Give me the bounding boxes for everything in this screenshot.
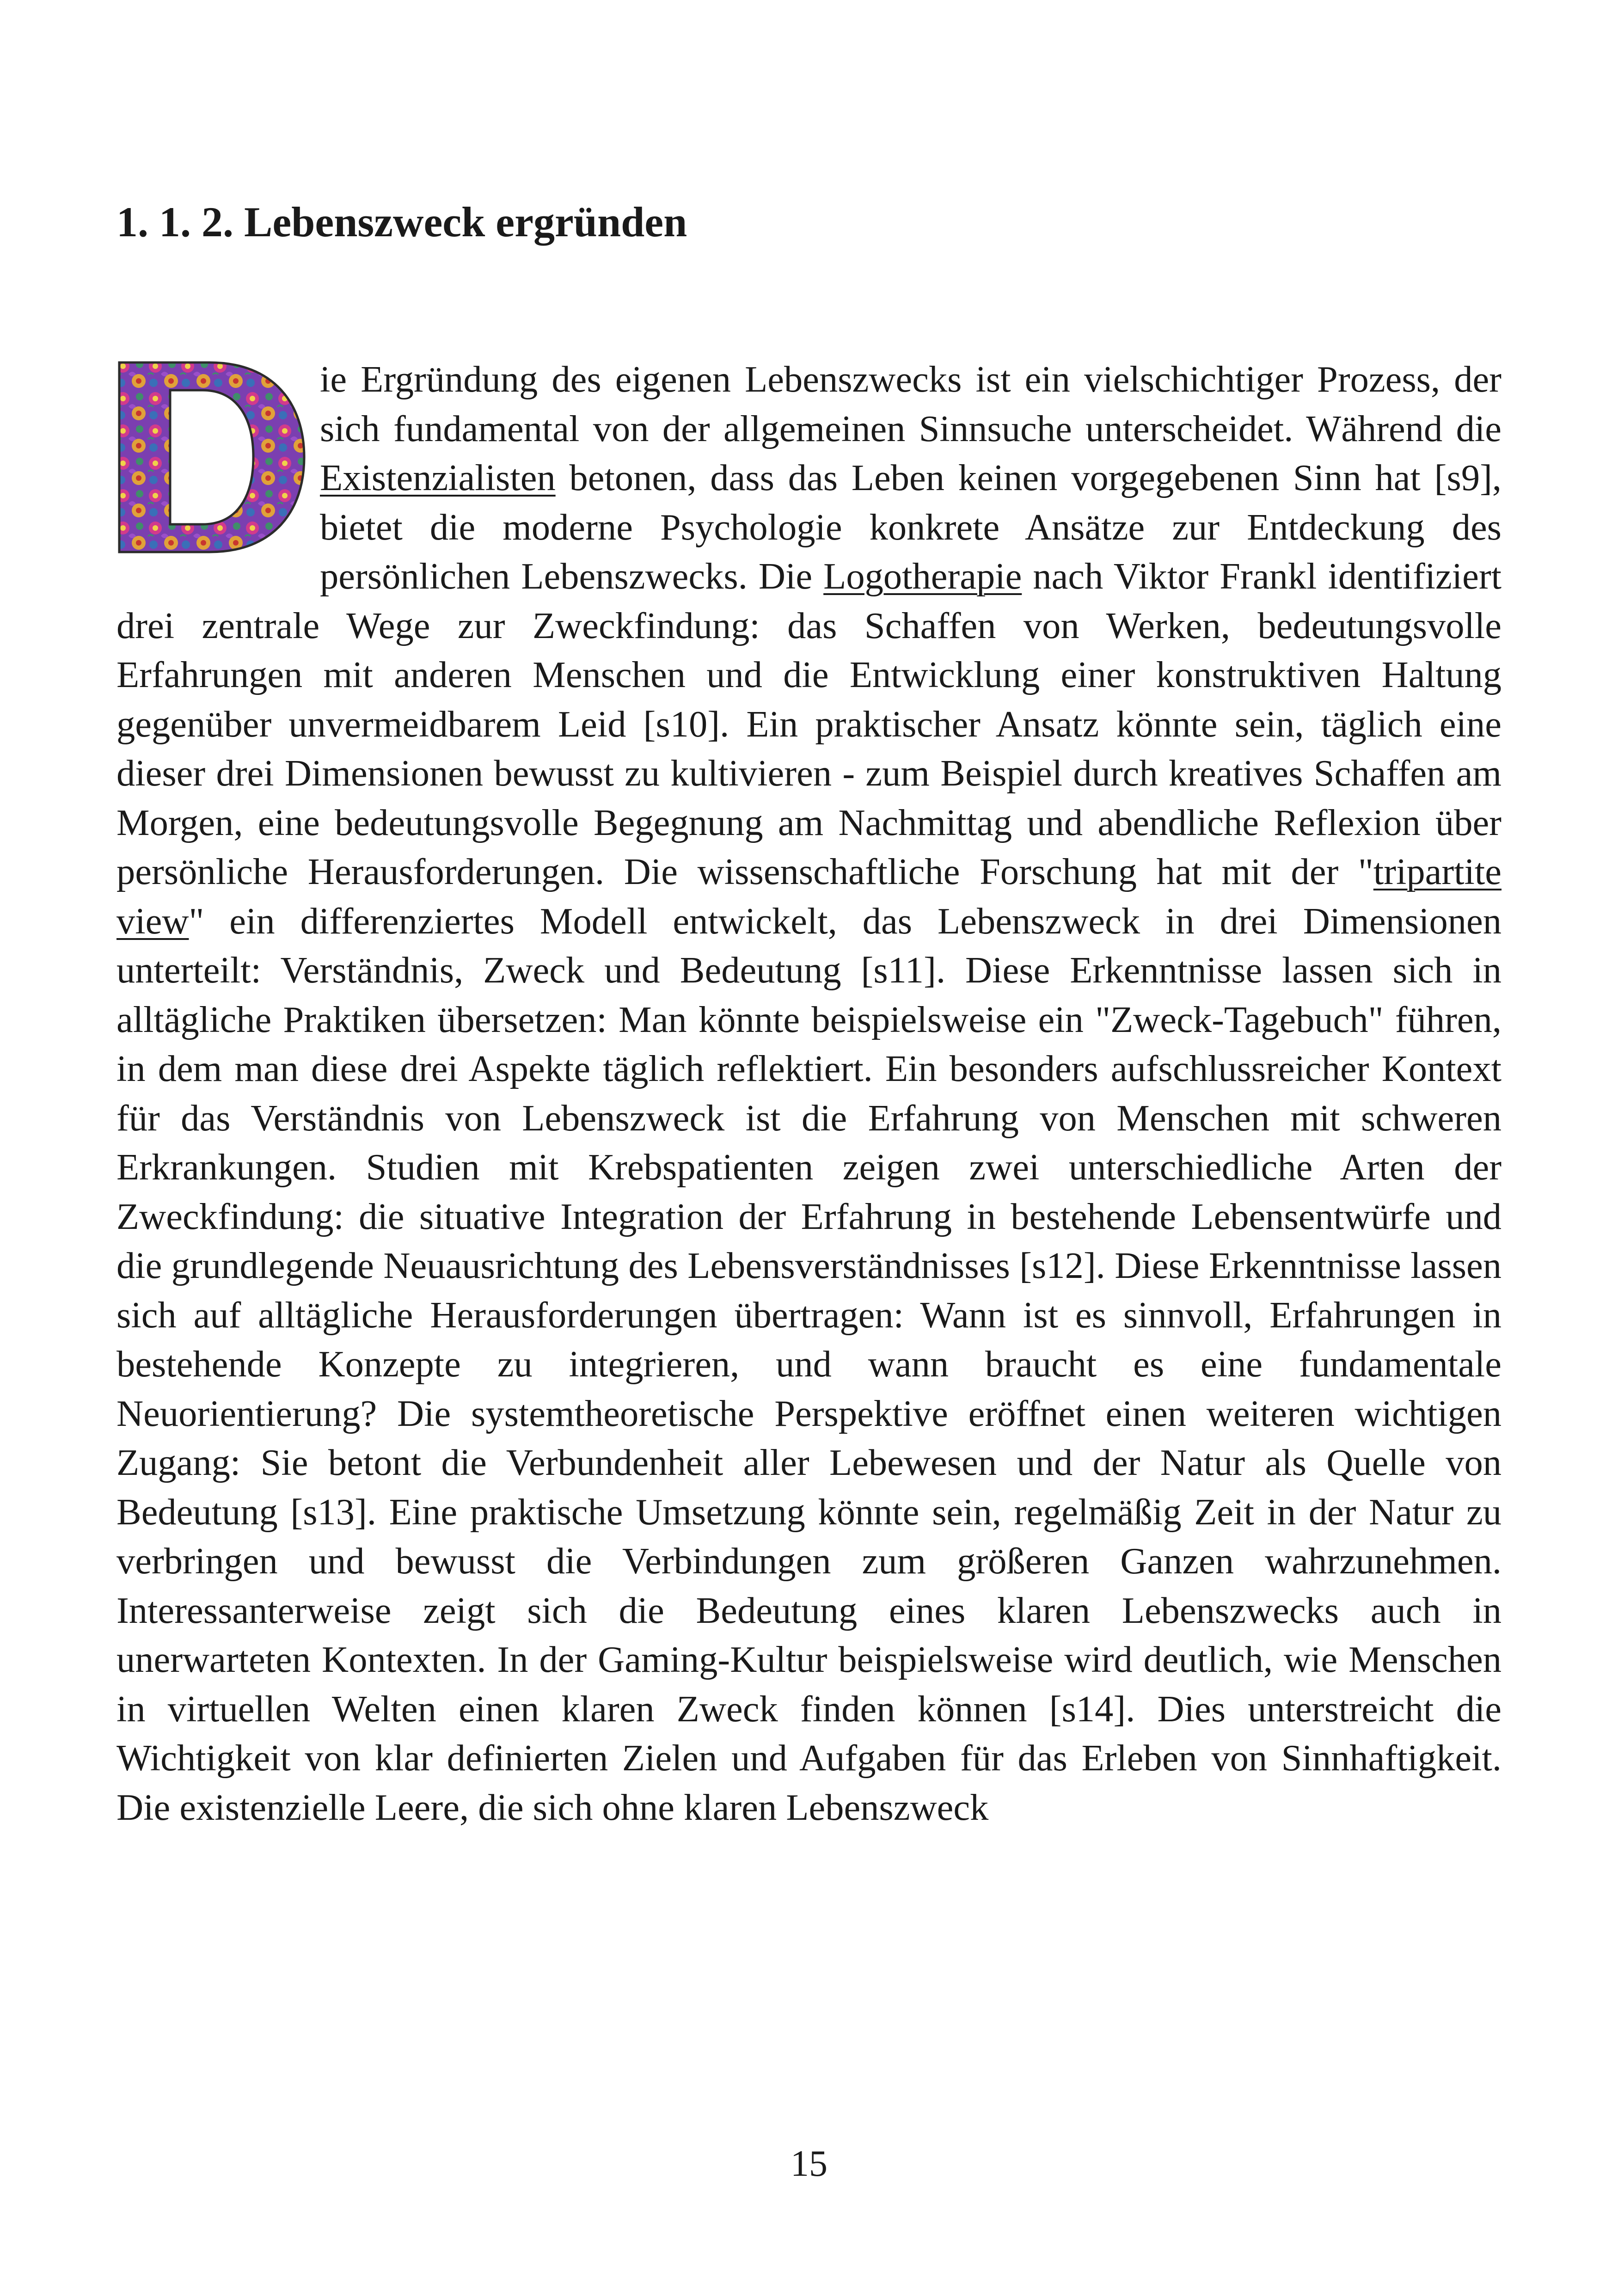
ornamental-letter-d-icon (115, 358, 309, 557)
section-heading: 1. 1. 2. Lebenszweck ergründen (116, 198, 687, 246)
paragraph-text: betonen, dass das Leben keinen vorgegebenen Sinn hat [s9], bietet die moderne Psychologie konkrete Ansätze zur Entdeckung des persönlichen Lebenszwecks. Die (320, 457, 1502, 597)
inline-link[interactable]: Logotherapie (823, 556, 1022, 597)
body-paragraph (116, 355, 1502, 1832)
page-number: 15 (791, 2143, 827, 2184)
paragraph-text: nach Viktor Frankl identifiziert drei zentrale Wege zur Zweckfindung: das Schaffen von Werken, bedeutungsvolle Erfahrungen mit anderen Menschen und die Entwicklung einer konstruktiven Haltung gegenüber unvermeidbarem Leid [s10]. Ein praktischer Ansatz könnte sein, täglich eine dieser drei Dimensionen bewusst zu kultivieren - zum Beispiel durch kreatives Schaffen am Morgen, eine bedeutungsvolle Begegnung am Nachmittag und abendliche Reflexion über persönliche Herausforderungen. Die wissenschaftliche Forschung hat mit der " (116, 556, 1502, 892)
inline-link[interactable]: tripartite view (116, 851, 1502, 942)
inline-link[interactable]: Existenzialisten (320, 457, 556, 498)
paragraph-text: ie Ergründung des eigenen Lebenszwecks ist ein vielschichtiger Prozess, der sich fundamental von der allgemeinen Sinnsuche unterscheidet. Während die (320, 359, 1502, 449)
paragraph-text: " ein differenziertes Modell entwickelt, das Lebenszweck in drei Dimensionen unterteilt: Verständnis, Zweck und Bedeutung [s11]. Diese Erkenntnisse lassen sich in alltägliche Praktiken übersetzen: Man könnte beispielsweise ein "Zweck-Tagebuch" führen, in dem man diese drei Aspekte täglich reflektiert. Ein besonders aufschlussreicher Kontext für das Verständnis von Lebenszweck ist die Erfahrung von Menschen mit schweren Erkrankungen. Studien mit Krebspatienten zeigen zwei unterschiedliche Arten der Zweckfindung: die situative Integration der Erfahrung in bestehende Lebensentwürfe und die grundlegende Neuausrichtung des Lebensverständnisses [s12]. Diese Erkenntnisse lassen sich auf alltägliche Herausforderungen übertragen: Wann ist es sinnvoll, Erfahrungen in bestehende Konzepte zu integrieren, und wann braucht es eine fundamentale Neuorientierung? Die systemtheoretische Perspektive eröffnet einen weiteren wichtigen Zugang: Sie betont die Verbundenheit aller Lebewesen und der Natur als Quelle von Bedeutung [s13]. Eine praktische Umsetzung könnte sein, regelmäßig Zeit in der Natur zu verbringen und bewusst die Verbindungen zum größeren Ganzen wahrzunehmen. Interessanterweise zeigt sich die Bedeutung eines klaren Lebenszwecks auch in unerwarteten Kontexten. In der Gaming-Kultur beispielsweise wird deutlich, wie Menschen in virtuellen Welten einen klaren Zweck finden können [s14]. Dies unterstreicht die Wichtigkeit von klar definierten Zielen und Aufgaben für das Erleben von Sinnhaftigkeit. Die existenzielle Leere, die sich ohne klaren Lebenszweck (116, 900, 1502, 1828)
